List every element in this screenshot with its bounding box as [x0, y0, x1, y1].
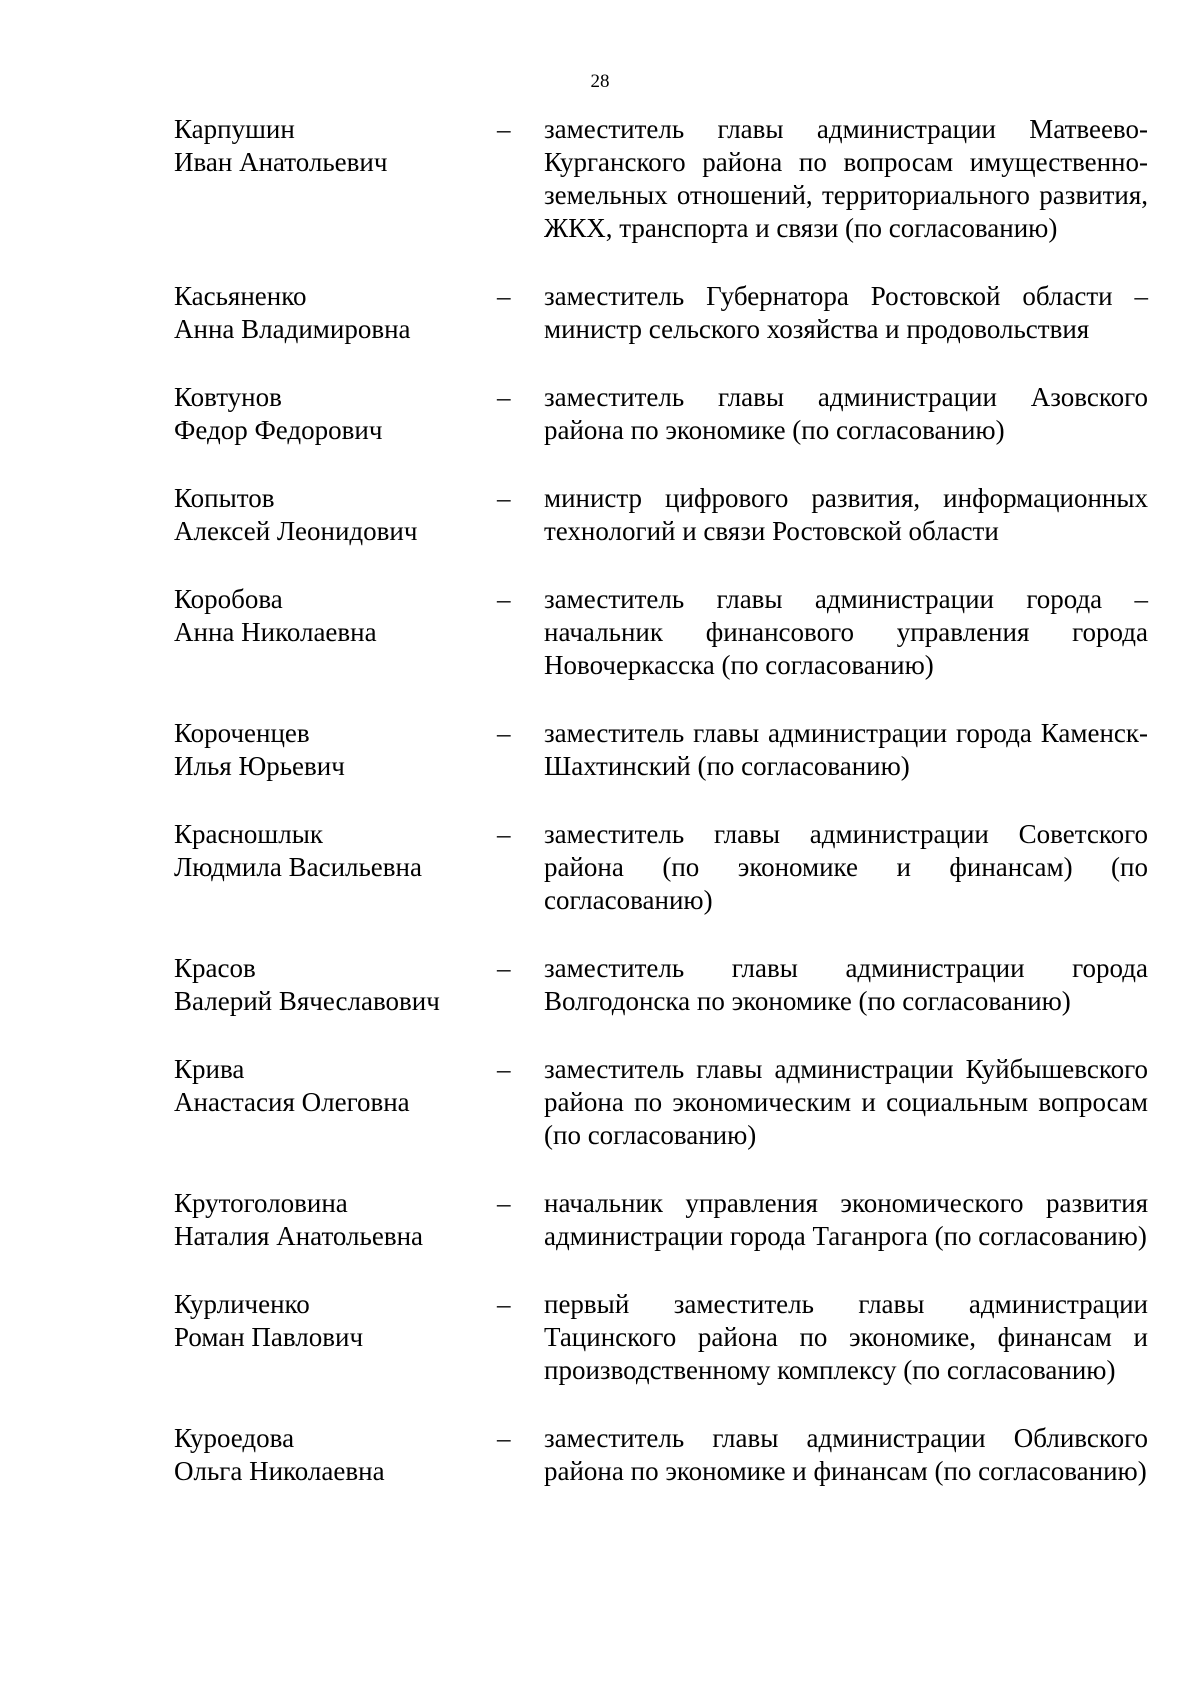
member-given-names: Алексей Леонидович: [174, 516, 418, 546]
page-number: 28: [590, 71, 610, 92]
dash-separator: –: [497, 483, 511, 513]
member-given-names: Наталия Анатольевна: [174, 1221, 423, 1251]
member-role: заместитель главы администрации города Каменск-Шахтинский (по согласованию): [544, 718, 1148, 781]
member-entry: [174, 818, 1148, 917]
member-role: начальник управления экономического развития администрации города Таганрога (по согласованию): [544, 1188, 1148, 1251]
member-entry: [174, 1187, 1148, 1253]
dash-separator: –: [497, 1423, 511, 1453]
member-role: министр цифрового развития, информационных технологий и связи Ростовской области: [544, 483, 1148, 546]
members-list: [174, 113, 1148, 1523]
member-name: [174, 280, 497, 346]
member-given-names: Иван Анатольевич: [174, 147, 388, 177]
member-role: заместитель главы администрации города Волгодонска по экономике (по согласованию): [544, 953, 1148, 1016]
member-name: [174, 381, 497, 447]
member-entry: [174, 381, 1148, 447]
dash-separator: –: [497, 382, 511, 412]
member-surname: Касьяненко: [174, 281, 307, 311]
member-surname: Копытов: [174, 483, 275, 513]
member-surname: Коробова: [174, 584, 283, 614]
member-given-names: Людмила Васильевна: [174, 852, 422, 882]
dash-separator: –: [497, 953, 511, 983]
member-role: заместитель главы администрации Куйбышевского района по экономическим и социальным вопросам (по согласованию): [544, 1054, 1148, 1150]
member-name: [174, 818, 497, 884]
member-surname: Карпушин: [174, 114, 295, 144]
member-surname: Курличенко: [174, 1289, 310, 1319]
member-role: заместитель главы администрации Матвеево-Курганского района по вопросам имущественно-земельных отношений, территориального развития, ЖКХ, транспорта и связи (по согласованию): [544, 114, 1148, 243]
member-given-names: Илья Юрьевич: [174, 751, 345, 781]
dash-separator: –: [497, 718, 511, 748]
dash-separator: –: [497, 114, 511, 144]
member-surname: Красов: [174, 953, 256, 983]
member-name: [174, 952, 497, 1018]
member-role: заместитель Губернатора Ростовской области – министр сельского хозяйства и продовольствия: [544, 281, 1148, 344]
member-name: [174, 1422, 497, 1488]
member-name: [174, 583, 497, 649]
member-role: заместитель главы администрации Советского района (по экономике и финансам) (по согласованию): [544, 819, 1148, 915]
member-entry: [174, 280, 1148, 346]
member-role: заместитель главы администрации города – начальник финансового управления города Новочеркасска (по согласованию): [544, 584, 1148, 680]
member-entry: [174, 482, 1148, 548]
member-surname: Короченцев: [174, 718, 310, 748]
dash-separator: –: [497, 281, 511, 311]
member-entry: [174, 1422, 1148, 1488]
member-entry: [174, 583, 1148, 682]
member-surname: Крива: [174, 1054, 245, 1084]
member-role: заместитель главы администрации Обливского района по экономике и финансам (по согласованию): [544, 1423, 1148, 1486]
member-given-names: Ольга Николаевна: [174, 1456, 385, 1486]
member-surname: Ковтунов: [174, 382, 282, 412]
dash-separator: –: [497, 1289, 511, 1319]
member-surname: Куроедова: [174, 1423, 295, 1453]
member-role: первый заместитель главы администрации Тацинского района по экономике, финансам и производственному комплексу (по согласованию): [544, 1289, 1148, 1385]
dash-separator: –: [497, 1188, 511, 1218]
member-surname: Красношлык: [174, 819, 323, 849]
dash-separator: –: [497, 819, 511, 849]
member-surname: Крутоголовина: [174, 1188, 348, 1218]
member-role: заместитель главы администрации Азовского района по экономике (по согласованию): [544, 382, 1148, 445]
member-given-names: Федор Федорович: [174, 415, 383, 445]
member-given-names: Валерий Вячеславович: [174, 986, 440, 1016]
dash-separator: –: [497, 584, 511, 614]
member-name: [174, 717, 497, 783]
member-given-names: Анастасия Олеговна: [174, 1087, 410, 1117]
member-name: [174, 113, 497, 179]
member-entry: [174, 952, 1148, 1018]
member-entry: [174, 113, 1148, 245]
member-entry: [174, 717, 1148, 783]
member-given-names: Анна Николаевна: [174, 617, 377, 647]
member-name: [174, 1187, 497, 1253]
member-name: [174, 482, 497, 548]
member-entry: [174, 1288, 1148, 1387]
member-name: [174, 1053, 497, 1119]
member-given-names: Анна Владимировна: [174, 314, 411, 344]
member-given-names: Роман Павлович: [174, 1322, 364, 1352]
member-name: [174, 1288, 497, 1354]
member-entry: [174, 1053, 1148, 1152]
dash-separator: –: [497, 1054, 511, 1084]
